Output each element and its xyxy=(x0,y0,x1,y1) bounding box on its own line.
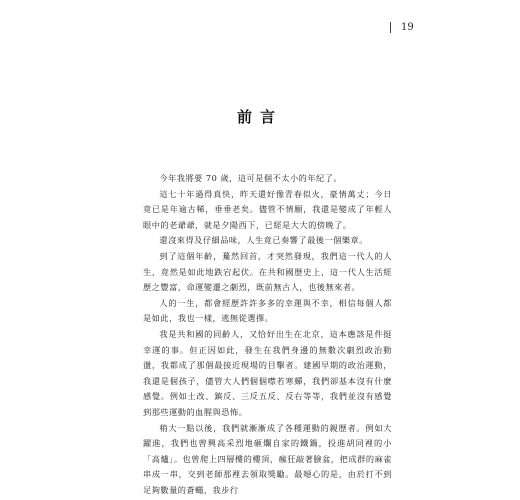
paragraph: 到了這個年齡，驀然回首，才突然發現，我們這一代人的人生，竟然是如此地跌宕起伏。在共和國歷史上，這一代人生活經歷之豐富，命運變遷之劇烈，既前無古人，也後無來者。 xyxy=(143,250,392,293)
paragraph: 還沒來得及仔細品味，人生竟已奏響了最後一個樂章。 xyxy=(159,235,368,246)
page-title: 前言 xyxy=(236,108,283,127)
body-text xyxy=(143,171,392,498)
paragraph: 稍大一點以後，我們就漸漸成了各種運動的親歷者。例如大躍進，我們也曾興高采烈地砸爛自家的鐵鍋，投進胡同裡的小「高爐」。也曾爬上四層樓的樓頂，瘋狂敲著臉盆，把成群的麻雀串成一串，交到老師那裡去領取獎勵。最噁心的是，由於打不到足夠數量的蒼蠅，我步行 xyxy=(143,422,392,495)
header-divider xyxy=(390,22,391,33)
paragraph: 這七十年過得真快，昨天還好像青春似火，豪情萬丈；今日竟已是年逾古稀，垂垂老矣。儘管不情願，我還是變成了年輕人眼中的老爺爺，就是夕陽西下，已經是大大的傍晚了。 xyxy=(143,188,392,230)
paragraph: 今年我將要 70 歲，這可是個不太小的年紀了。 xyxy=(159,173,343,183)
paragraph: 我是共和國的同齡人，又恰好出生在北京，這本應該是件挺幸運的事。但正因如此，發生在我們身邊的無數次劇烈政治動盪，我都成了那個最接近現場的目擊者。建國早期的政治運動，我還是個孩子，儘管大人們個個噤若寒蟬，我們卻基本沒有什麼感覺。例如土改、鎮反、三反五反、反右等等，我們並沒有感覺到那些運動的血腥與恐怖。 xyxy=(143,328,392,417)
page-number: 19 xyxy=(401,22,414,33)
paragraph: 人的一生，都會經歷許許多多的幸運與不幸，相信每個人都是如此，我也一樣，逃無從選擇。 xyxy=(143,297,392,324)
page-header xyxy=(390,22,414,33)
